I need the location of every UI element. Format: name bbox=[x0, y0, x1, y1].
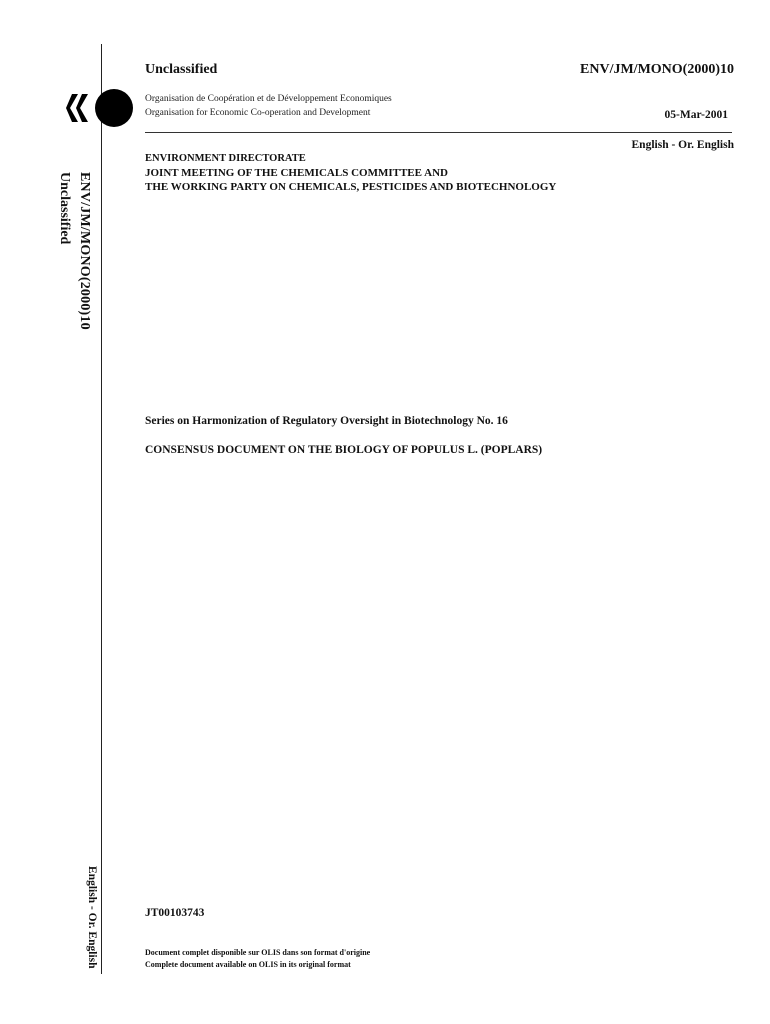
document-language: English - Or. English bbox=[631, 139, 734, 151]
organisation-name-fr: Organisation de Coopération et de Développement Economiques bbox=[145, 94, 392, 104]
document-date: 05-Mar-2001 bbox=[664, 109, 728, 121]
document-reference: ENV/JM/MONO(2000)10 bbox=[580, 62, 734, 77]
margin-language: English - Or. English bbox=[86, 866, 98, 969]
series-title: Series on Harmonization of Regulatory Oversight in Biotechnology No. 16 bbox=[145, 415, 508, 427]
jt-number: JT00103743 bbox=[145, 907, 205, 919]
margin-rule bbox=[101, 44, 102, 974]
header-divider bbox=[145, 132, 732, 133]
directorate: ENVIRONMENT DIRECTORATE bbox=[145, 153, 306, 164]
olis-note-en: Complete document available on OLIS in its original format bbox=[145, 960, 351, 969]
document-title: CONSENSUS DOCUMENT ON THE BIOLOGY OF POPULUS L. (POPLARS) bbox=[145, 444, 543, 456]
oecd-logo-icon bbox=[62, 88, 136, 128]
organisation-name-en: Organisation for Economic Co-operation and Development bbox=[145, 108, 371, 118]
meeting-line-1: JOINT MEETING OF THE CHEMICALS COMMITTEE AND bbox=[145, 167, 448, 179]
meeting-line-2: THE WORKING PARTY ON CHEMICALS, PESTICIDES AND BIOTECHNOLOGY bbox=[145, 181, 557, 193]
olis-note-fr: Document complet disponible sur OLIS dans son format d'origine bbox=[145, 948, 371, 957]
margin-classification: Unclassified bbox=[57, 172, 72, 245]
classification-label: Unclassified bbox=[145, 62, 218, 77]
margin-reference: ENV/JM/MONO(2000)10 bbox=[77, 172, 92, 330]
